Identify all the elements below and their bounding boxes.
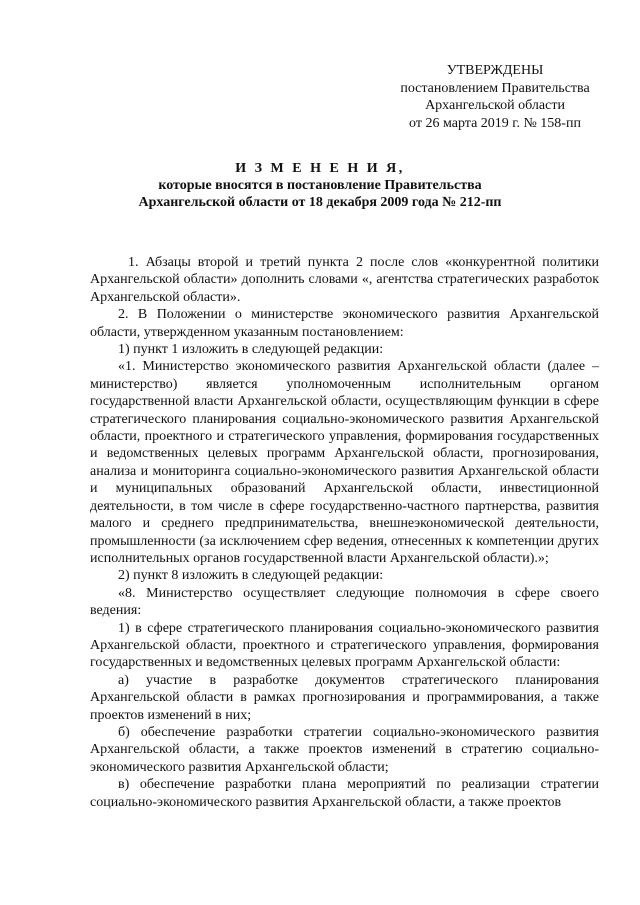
document-title xyxy=(100,160,540,211)
paragraph: 1) пункт 1 изложить в следующей редакции: xyxy=(118,342,384,358)
paragraph: 1. Абзацы второй и третий пункта 2 после слов «конкурентной политики Архангельской области» дополнить словами «, агентства стратегических разработок Архангельской области». xyxy=(90,255,599,305)
title-subline: которые вносятся в постановление Правительства xyxy=(158,178,482,193)
approval-heading: УТВЕРЖДЕНЫ xyxy=(446,63,544,78)
paragraph: 1) в сфере стратегического планирования социально-экономического развития Архангельской области, проектного и стратегического управления, формирования государственных и ведомственных целевых программ Архангельской области: xyxy=(90,620,599,671)
paragraph: «1. Министерство экономического развития Архангельской области (далее – министерство) является уполномоченным исполнительным органом государственной власти Архангельской области, осуществляющим функции в сфере стратегического планирования социально-экономического развития Архангельской области, проектного и стратегического управления, формирования государственных и ведомственных целевых программ Архангельской области, прогнозирования, анализа и мониторинга социально-экономического развития Архангельской области и муниципальных образований Архангельской области, инвестиционной деятельности, в том числе в сфере государственно-частного партнерства, развития малого и среднего предпринимательства, внешнеэкономической деятельности, промышленности (за исключением сфер ведения, отнесенных к компетенции других исполнительных органов государственной власти Архангельской области).»; xyxy=(90,359,599,566)
document-body xyxy=(90,254,599,811)
approval-line: Архангельской области xyxy=(425,98,565,113)
paragraph: 2) пункт 8 изложить в следующей редакции: xyxy=(118,568,384,584)
title-subline: Архангельской области от 18 декабря 2009 года № 212-пп xyxy=(138,195,502,210)
approval-line: постановлением Правительства xyxy=(400,80,590,96)
paragraph: б) обеспечение разработки стратегии социально-экономического развития Архангельской области, а также проектов изменений в стратегию социально-экономического развития Архангельской области; xyxy=(90,724,599,775)
paragraph: 2. В Положении о министерстве экономического развития Архангельской области, утвержденном указанным постановлением: xyxy=(90,307,599,340)
title-heading: И З М Е Н Е Н И Я, xyxy=(235,161,405,176)
paragraph: а) участие в разработке документов стратегического планирования Архангельской области в рамках прогнозирования и программирования, а также проектов изменений в них; xyxy=(90,672,599,723)
paragraph: «8. Министерство осуществляет следующие полномочия в сфере своего ведения: xyxy=(90,585,599,619)
paragraph: в) обеспечение разработки плана мероприятий по реализации стратегии социально-экономического развития Архангельской области, а также проектов xyxy=(90,777,599,810)
approval-date: от 26 марта 2019 г. № 158-пп xyxy=(409,115,581,131)
approval-stamp xyxy=(380,62,610,132)
